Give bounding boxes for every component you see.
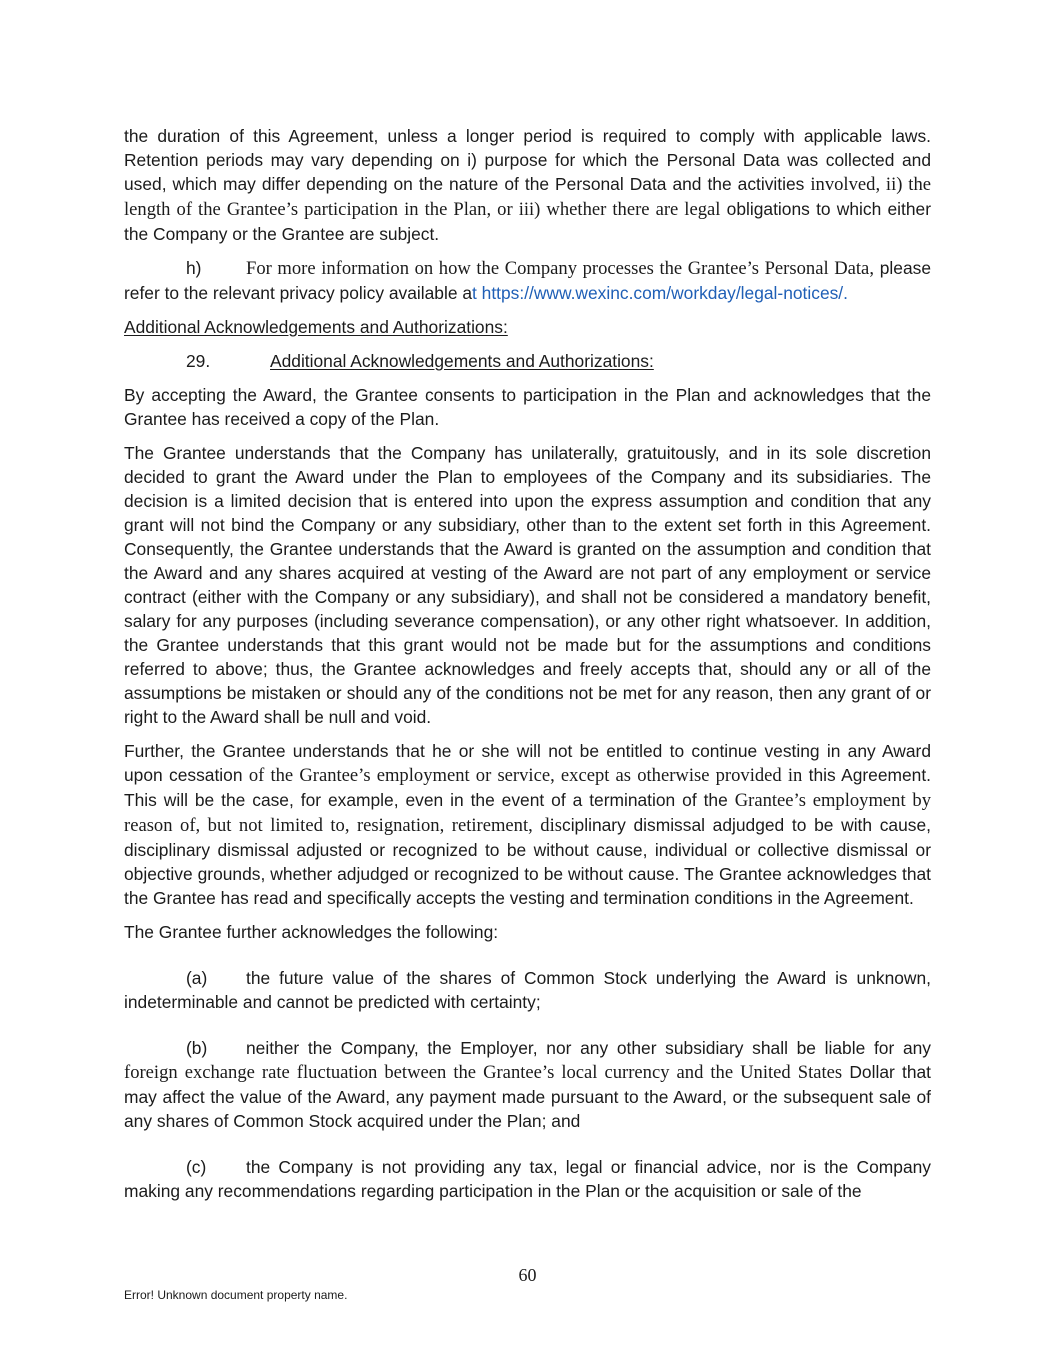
footer-note: Error! Unknown document property name.	[124, 1288, 348, 1302]
retention-text-part-2: involved, ii) the length of the Grantee’s participation in the Plan, or iii) whether there are legal	[124, 174, 931, 220]
item-h-text: please refer to the relevant privacy policy available a	[124, 258, 931, 303]
further-text-part-2: of the Grantee’s employment or service, except as otherwise provided in	[248, 765, 803, 786]
item-a-text: the future value of the shares of Common Stock underlying the Award is unknown, indeterminable and cannot be predicted with certainty;	[124, 968, 931, 1012]
section-29-heading	[124, 349, 931, 373]
item-h-label: h)	[186, 258, 202, 278]
paragraph-understands: The Grantee understands that the Company has unilaterally, gratuitously, and in its sole discretion decided to grant the Award under the Plan to employees of the Company and its subsidiaries. The decision is a limited decision that is entered into upon the express assumption and condition that any grant will not bind the Company or any subsidiary, other than to the extent set forth in this Agreement. Consequently, the Grantee understands that the Award is granted on the assumption and condition that the Award and any shares acquired at vesting of the Award are not part of any employment or service contract (either with the Company or any subsidiary), and shall not be considered a mandatory benefit, salary for any purposes (including severance compensation), or any other right whatsoever. In addition, the Grantee understands that this grant would not be made but for the assumptions and conditions referred to above; thus, the Grantee acknowledges and freely accepts that, should any or all of the assumptions be mistaken or should any of the conditions not be met for any reason, then any grant of or right to the Award shall be null and void.	[124, 443, 931, 727]
item-b-text-part-3: Dollar that may affect the value of the Award, any payment made pursuant to the Award, or the subsequent sale of any shares of Common Stock acquired under the Plan; and	[124, 1062, 932, 1131]
further-text-part-3: this Agreement. This will be the case, for example, even in the event of a termination of the	[124, 765, 931, 810]
paragraph-h	[124, 256, 931, 305]
further-text-part-4: Grantee’s employment by reason of, but not limited to, resignation, retirement, dis	[124, 790, 931, 836]
retention-text-part-3: obligations to which either the Company or the Grantee are subject.	[124, 199, 931, 244]
further-text-part-1: Further, the Grantee understands that he or she will not be entitled to continue vesting in any Award upon cessation	[124, 741, 931, 785]
item-b-text-part-2: foreign exchange rate fluctuation between the Grantee’s local currency and the United States	[124, 1062, 843, 1083]
item-h-serif-text: For more information on how the Company processes the Grantee’s Personal Data,	[246, 258, 874, 279]
paragraph-further	[124, 739, 931, 910]
section-heading: Additional Acknowledgements and Authorizations:	[124, 317, 508, 337]
item-b-label: (b)	[186, 1038, 208, 1058]
list-item-a	[124, 966, 931, 1014]
list-item-c	[124, 1155, 931, 1203]
retention-text-part-1: the duration of this Agreement, unless a longer period is required to comply with applicable laws. Retention periods may vary depending on i) purpose for which the Personal Data was collected and used, which may differ depending on the nature of the Personal Data and the activities	[124, 126, 931, 194]
document-page	[124, 124, 931, 1213]
paragraph-accept: By accepting the Award, the Grantee consents to participation in the Plan and acknowledges that the Grantee has received a copy of the Plan.	[124, 385, 931, 429]
section-29-title: Additional Acknowledgements and Authorizations:	[270, 351, 654, 371]
page-number: 60	[518, 1265, 537, 1285]
paragraph-following: The Grantee further acknowledges the following:	[124, 922, 499, 942]
paragraph-retention	[124, 124, 931, 246]
further-text-part-5: ciplinary dismissal adjudged to be with cause, disciplinary dismissal adjusted or recognized to be without cause, individual or collective dismissal or objective grounds, whether adjudged or recognized to be without cause. The Grantee acknowledges that the Grantee has read and specifically accepts the vesting and termination conditions in the Agreement.	[124, 815, 931, 908]
privacy-policy-link[interactable]: t https://www.wexinc.com/workday/legal-notices/.	[472, 283, 848, 303]
section-29-number: 29.	[186, 351, 211, 371]
item-b-text-part-1: neither the Company, the Employer, nor any other subsidiary shall be liable for any	[246, 1038, 931, 1058]
item-c-text: the Company is not providing any tax, legal or financial advice, nor is the Company making any recommendations regarding participation in the Plan or the acquisition or sale of the	[124, 1157, 931, 1201]
item-a-label: (a)	[186, 968, 208, 988]
item-c-label: (c)	[186, 1157, 207, 1177]
list-item-b	[124, 1036, 931, 1133]
